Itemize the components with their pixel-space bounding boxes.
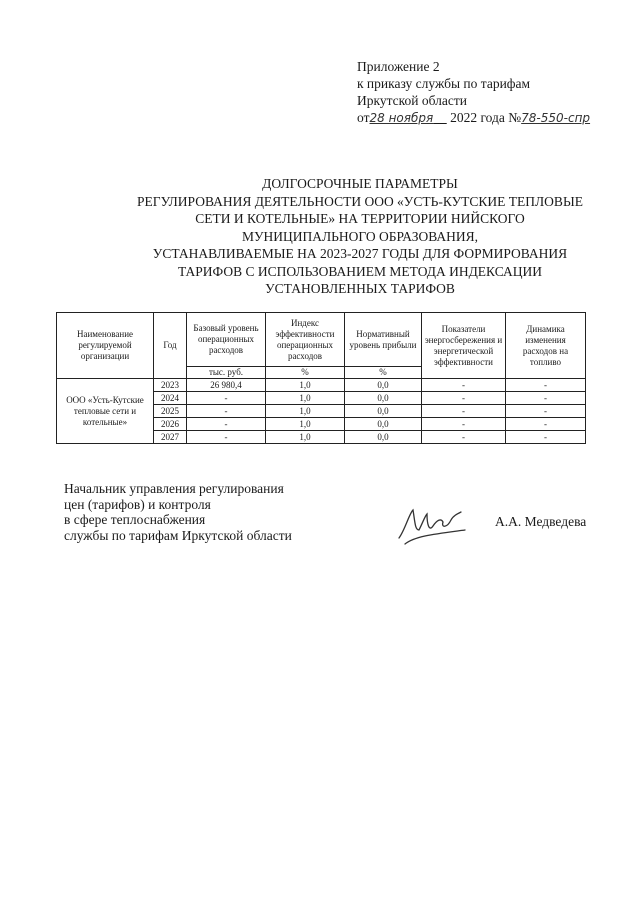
title-line: РЕГУЛИРОВАНИЯ ДЕЯТЕЛЬНОСТИ ООО «УСТЬ-КУТСКИЕ ТЕПЛОВЫЕ [137, 193, 583, 209]
unit-cell: тыс. руб. [187, 367, 266, 379]
header-energy-saving: Показатели энергосбережения и энергетической эффективности [422, 313, 506, 379]
cell-year: 2027 [154, 431, 187, 444]
cell-index: 1,0 [266, 405, 345, 418]
organization-name: ООО «Усть-Кутские тепловые сети и котельные» [57, 379, 154, 444]
cell-base: - [187, 392, 266, 405]
cell-fuel: - [506, 379, 586, 392]
table-row [57, 379, 586, 392]
cell-profit: 0,0 [345, 431, 422, 444]
cell-index: 1,0 [266, 431, 345, 444]
handwritten-date: 28 ноября [369, 111, 434, 125]
year-text: 2022 года № [450, 110, 522, 125]
cell-fuel: - [506, 405, 586, 418]
position-line: Начальник управления регулирования [64, 481, 284, 496]
cell-energy: - [422, 405, 506, 418]
cell-index: 1,0 [266, 392, 345, 405]
appendix-region: Иркутской области [357, 93, 468, 108]
title-line: СЕТИ И КОТЕЛЬНЫЕ» НА ТЕРРИТОРИИ НИЙСКОГО [195, 211, 525, 226]
header-year: Год [154, 313, 187, 379]
header-base-level: Базовый уровень операционных расходов [187, 313, 266, 367]
title-line: ТАРИФОВ С ИСПОЛЬЗОВАНИЕМ МЕТОДА ИНДЕКСАЦИИ [177, 263, 543, 279]
header-profit-level: Нормативный уровень прибыли [345, 313, 422, 367]
appendix-header [357, 58, 590, 127]
position-line: службы по тарифам Иркутской области [64, 527, 292, 543]
appendix-date-line [357, 109, 590, 127]
signatory-position [64, 481, 292, 543]
cell-index: 1,0 [266, 418, 345, 431]
appendix-title: Приложение 2 [357, 59, 440, 74]
cell-fuel: - [506, 431, 586, 444]
cell-fuel: - [506, 392, 586, 405]
header-efficiency-index: Индекс эффективности операционных расходов [266, 313, 345, 367]
date-underline-spacer [433, 110, 447, 125]
handwritten-order-number: 78-550-спр [521, 111, 591, 125]
document-title [90, 175, 630, 298]
header-organization: Наименование регулируемой организации [57, 313, 154, 379]
parameters-table [56, 312, 586, 444]
appendix-order-ref: к приказу службы по тарифам [357, 76, 531, 91]
position-line: в сфере теплоснабжения [64, 512, 206, 527]
cell-year: 2024 [154, 392, 187, 405]
cell-profit: 0,0 [345, 392, 422, 405]
cell-year: 2025 [154, 405, 187, 418]
cell-profit: 0,0 [345, 405, 422, 418]
cell-year: 2026 [154, 418, 187, 431]
cell-profit: 0,0 [345, 379, 422, 392]
cell-base: - [187, 405, 266, 418]
cell-index: 1,0 [266, 379, 345, 392]
cell-energy: - [422, 418, 506, 431]
unit-cell: % [266, 367, 345, 379]
cell-base: - [187, 418, 266, 431]
title-line: ДОЛГОСРОЧНЫЕ ПАРАМЕТРЫ [262, 176, 458, 191]
title-line: УСТАНОВЛЕННЫХ ТАРИФОВ [265, 281, 455, 296]
title-line: МУНИЦИПАЛЬНОГО ОБРАЗОВАНИЯ, [241, 228, 479, 244]
position-line: цен (тарифов) и контроля [64, 496, 211, 512]
cell-energy: - [422, 392, 506, 405]
cell-base: - [187, 431, 266, 444]
cell-fuel: - [506, 418, 586, 431]
cell-base: 26 980,4 [187, 379, 266, 392]
table-header-row [57, 313, 586, 367]
cell-energy: - [422, 431, 506, 444]
handwritten-signature-icon [395, 500, 470, 548]
date-prefix: от [357, 110, 370, 125]
header-fuel-dynamics: Динамика изменения расходов на топливо [506, 313, 586, 379]
cell-energy: - [422, 379, 506, 392]
unit-cell: % [345, 367, 422, 379]
signer-name: А.А. Медведева [495, 514, 587, 529]
cell-profit: 0,0 [345, 418, 422, 431]
title-line: УСТАНАВЛИВАЕМЫЕ НА 2023-2027 ГОДЫ ДЛЯ ФОРМИРОВАНИЯ [152, 246, 568, 261]
cell-year: 2023 [154, 379, 187, 392]
